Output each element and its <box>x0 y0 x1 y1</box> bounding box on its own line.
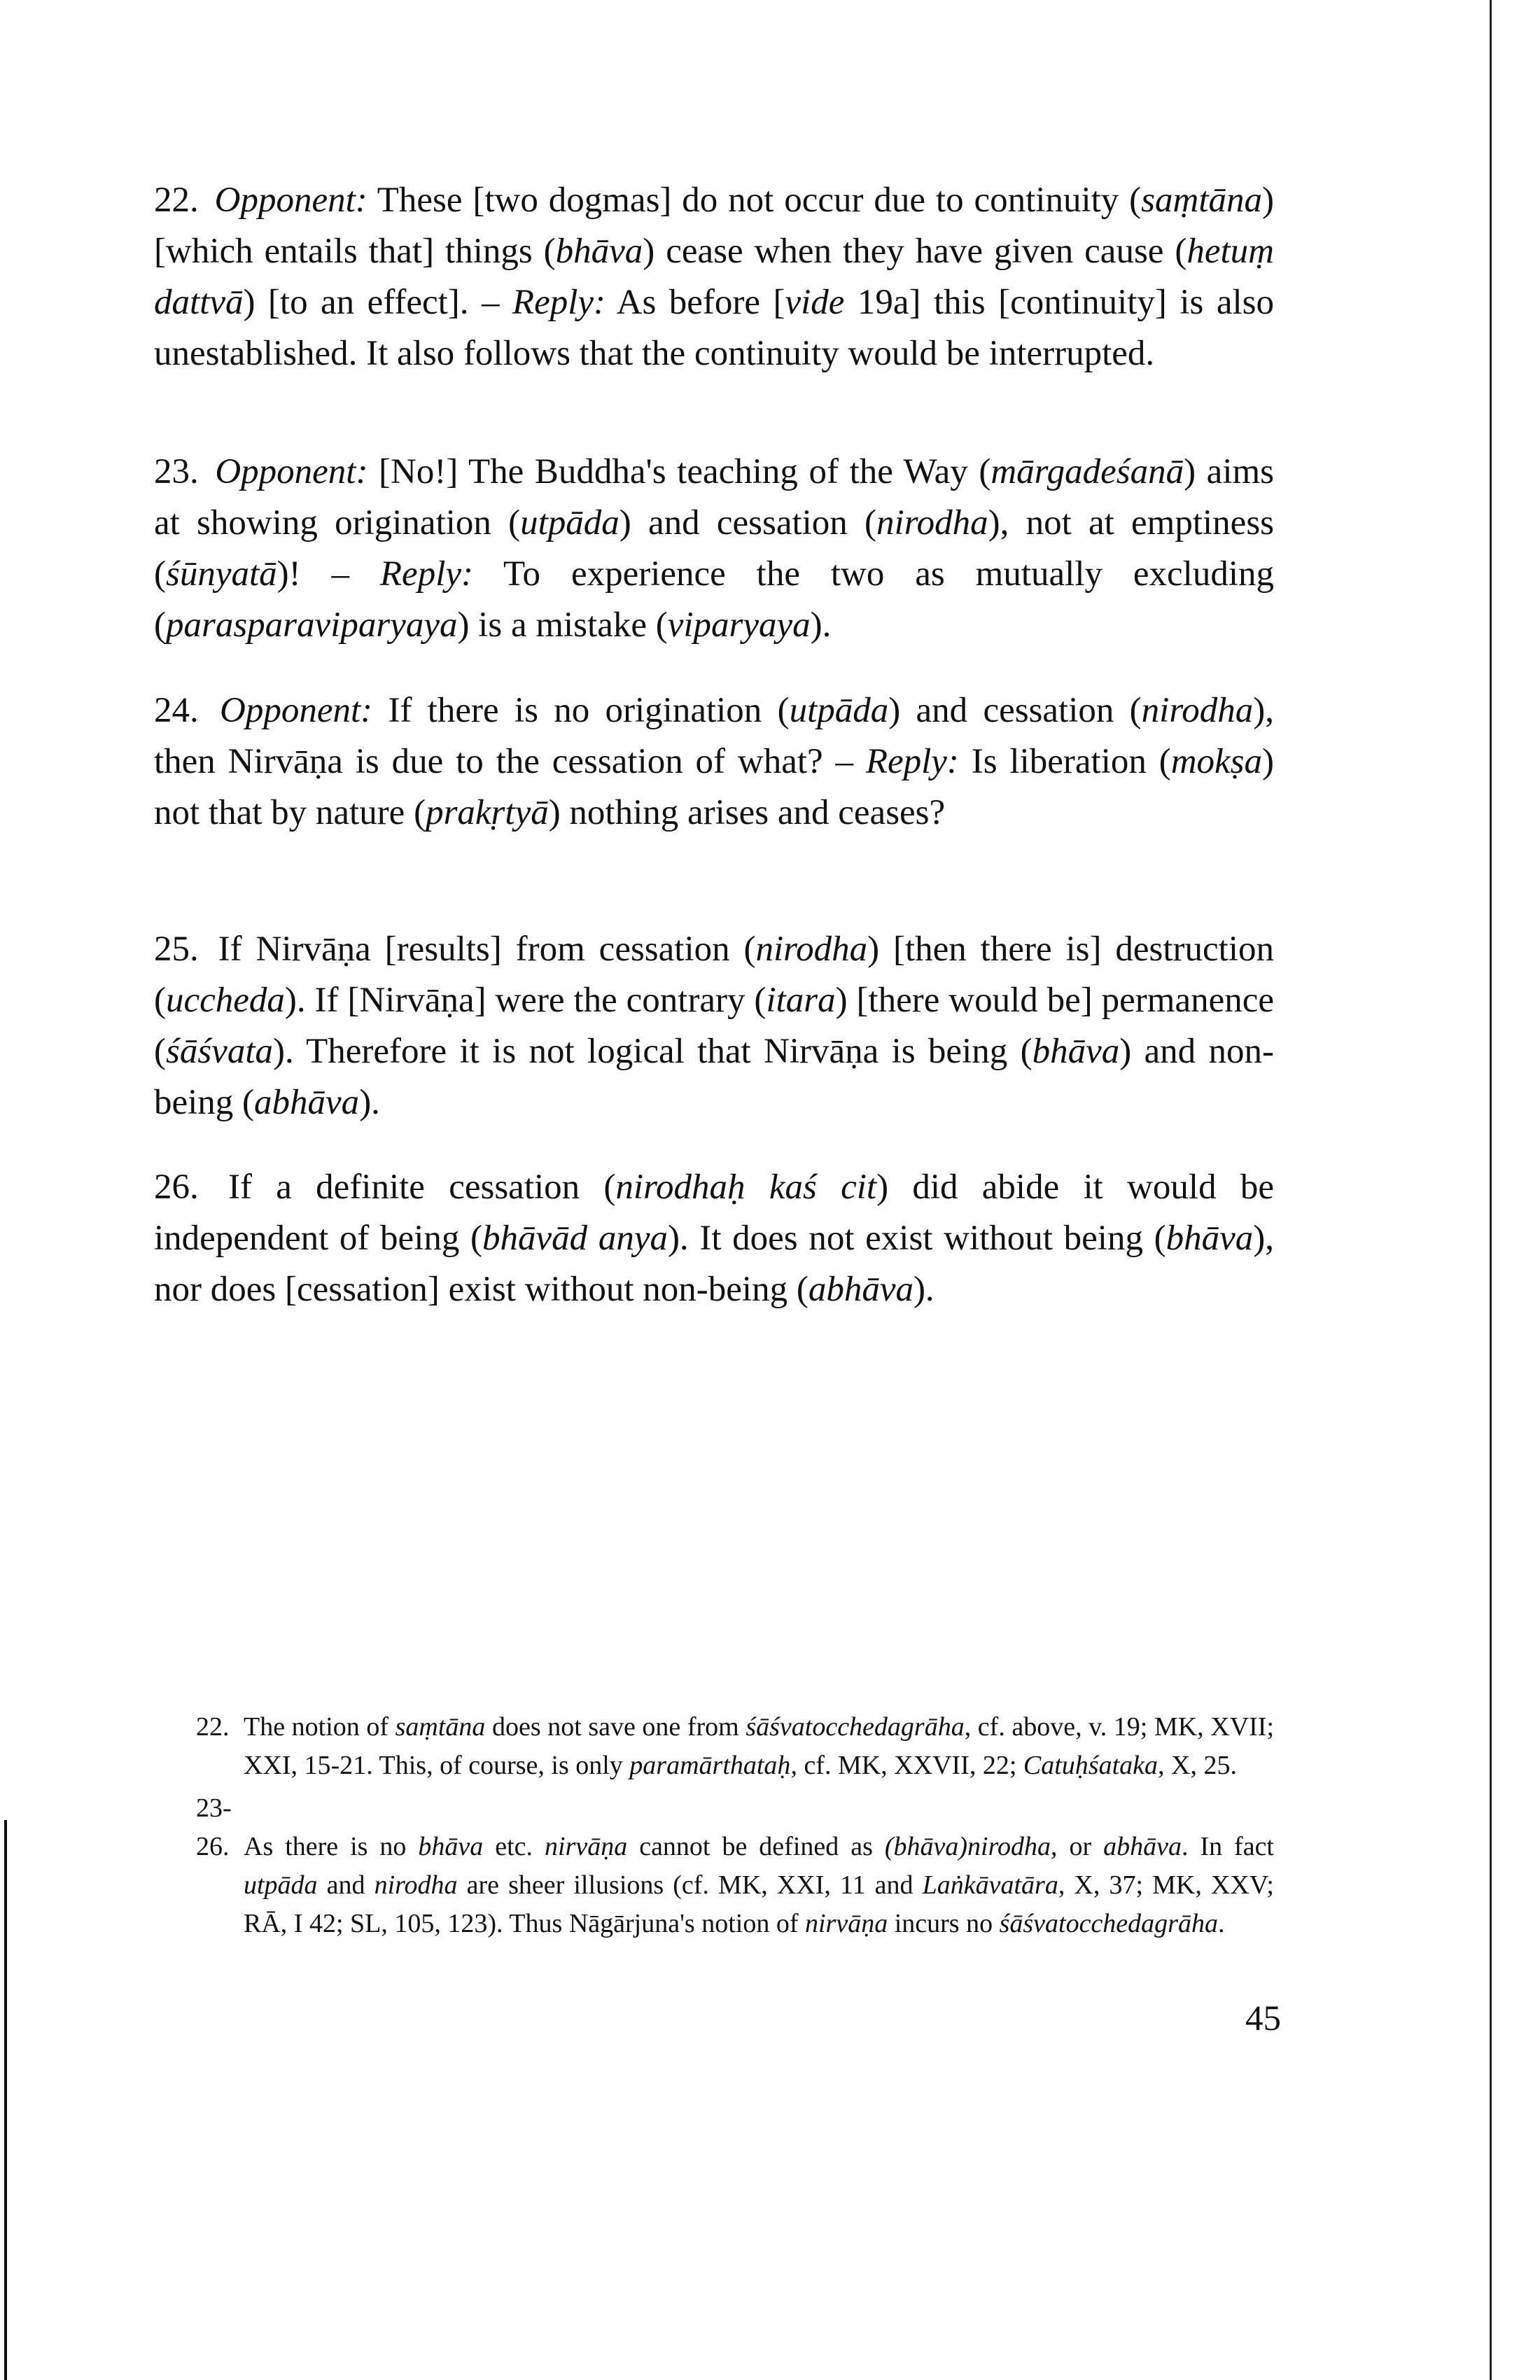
verse-23 <box>154 447 1274 651</box>
text-run: , X, 25. <box>1158 1751 1237 1780</box>
verse-22 <box>154 175 1274 379</box>
scan-edge-line-left <box>4 1820 7 2380</box>
text-run: ) and cessation ( <box>888 691 1142 730</box>
footnote-number: 23-26. <box>196 1793 232 1861</box>
text-run: ) [there would be] permanence ( <box>154 981 1274 1071</box>
italic-term: parasparaviparyaya <box>165 606 458 645</box>
text-run: To experience the two as mutually excluding ( <box>154 554 1274 645</box>
footnote-23-26 <box>196 1789 1274 1943</box>
italic-term: Reply: <box>512 283 606 322</box>
italic-term: nirvāṇa <box>804 1909 888 1938</box>
italic-term: paramārthataḥ <box>629 1751 791 1780</box>
italic-term: nirodha <box>374 1870 458 1900</box>
text-run: The notion of <box>244 1712 396 1742</box>
italic-term: abhāva <box>808 1270 913 1309</box>
text-run: ) is a mistake ( <box>457 606 668 645</box>
text-run: are sheer illusions (cf. MK, XXI, 11 and <box>457 1870 923 1900</box>
italic-term: bhāva <box>1166 1219 1254 1258</box>
text-run: As there is no <box>244 1832 419 1861</box>
italic-term: abhāva <box>1103 1832 1182 1861</box>
italic-term: Opponent: <box>214 181 368 220</box>
text-run: ) aims at showing origination ( <box>154 452 1275 542</box>
italic-term: śāśvatocchedagrāha <box>746 1712 965 1742</box>
text-run: and <box>317 1870 374 1900</box>
text-run: . <box>1217 1909 1225 1938</box>
italic-term: utpāda <box>789 691 889 730</box>
italic-term: utpāda <box>244 1870 318 1900</box>
verse-number: 23. <box>154 452 199 491</box>
text-run: ). <box>913 1270 934 1309</box>
footnotes <box>196 1708 1274 1947</box>
italic-term: Catuḥśataka <box>1023 1751 1158 1780</box>
text-run: ) [to an effect]. – <box>243 283 512 322</box>
text-run: , or <box>1050 1832 1104 1861</box>
text-run: As before [ <box>606 283 785 322</box>
italic-term: bhāvād anya <box>482 1219 668 1258</box>
italic-term: Reply: <box>379 554 473 594</box>
footnote-number: 22. <box>196 1712 230 1742</box>
text-run: , cf. MK, XXVII, 22; <box>790 1751 1023 1780</box>
text-run: These [two dogmas] do not occur due to continuity ( <box>367 181 1142 220</box>
text-run: ), nor does [cessation] exist without non-being ( <box>154 1219 1274 1309</box>
italic-term: śāśvata <box>165 1032 273 1071</box>
italic-term: nirvāṇa <box>545 1832 628 1861</box>
italic-term: Laṅkāvatāra <box>922 1870 1058 1900</box>
text-run: incurs no <box>888 1909 1000 1938</box>
text-run: ) did abide it would be independent of being ( <box>154 1168 1274 1258</box>
italic-term: nirodhaḥ kaś cit <box>615 1168 877 1207</box>
text-run: 19a] this [continuity] is also unestablished. It also follows that the continuity would be interrupted. <box>154 283 1274 373</box>
text-run: ). If [Nirvāṇa] were the contrary ( <box>284 981 766 1020</box>
italic-term: śāśvatocchedagrāha <box>999 1909 1218 1938</box>
text-run: ) and cessation ( <box>619 503 877 542</box>
italic-term: Opponent: <box>220 691 373 730</box>
page-number: 45 <box>1245 1999 1281 2038</box>
italic-term: Opponent: <box>215 452 368 491</box>
italic-term: (bhāva)nirodha <box>884 1832 1051 1861</box>
italic-term: mārgadeśanā <box>990 452 1184 491</box>
text-run: cannot be defined as <box>627 1832 885 1861</box>
italic-term: itara <box>766 981 836 1020</box>
text-run: etc. <box>483 1832 545 1861</box>
italic-term: bhāva <box>1032 1032 1120 1071</box>
text-run: ). <box>359 1083 380 1122</box>
text-run: ). <box>810 606 832 645</box>
italic-term: hetuṃ dattvā <box>154 232 1274 322</box>
text-run: ) not that by nature ( <box>154 742 1274 832</box>
italic-term: prakṛtyā <box>426 793 549 832</box>
italic-term: mokṣa <box>1170 742 1263 781</box>
text-run: ) nothing arises and ceases? <box>548 793 946 832</box>
verse-number: 25. <box>154 930 199 969</box>
italic-term: nirodha <box>755 930 868 969</box>
verse-number: 22. <box>154 181 199 220</box>
text-run: , X, 37; MK, XXV; RĀ, I 42; SL, 105, 123). Thus Nāgārjuna's notion of <box>244 1870 1274 1938</box>
text-run: ) [then there is] destruction ( <box>154 930 1274 1020</box>
footnote-22 <box>196 1708 1274 1785</box>
text-run: ) and non-being ( <box>154 1032 1274 1122</box>
text-run: If Nirvāṇa [results] from cessation ( <box>218 930 756 969</box>
text-run: , cf. above, v. 19; MK, XVII; XXI, 15-21. This, of course, is only <box>244 1712 1275 1780</box>
italic-term: uccheda <box>165 981 285 1020</box>
italic-term: utpāda <box>520 503 620 542</box>
verse-26 <box>154 1162 1274 1315</box>
text-run: [No!] The Buddha's teaching of the Way ( <box>368 452 991 491</box>
text-run: ) cease when they have given cause ( <box>643 232 1187 271</box>
verse-24 <box>154 685 1274 839</box>
italic-term: śūnyatā <box>165 554 277 594</box>
italic-term: Reply: <box>865 742 959 781</box>
italic-term: abhāva <box>254 1083 360 1122</box>
italic-term: vide <box>785 283 845 322</box>
italic-term: viparyaya <box>667 606 811 645</box>
text-run: ). Therefore it is not logical that Nirvāṇa is being ( <box>272 1032 1032 1071</box>
text-run: ), not at emptiness ( <box>154 503 1275 594</box>
italic-term: nirodha <box>876 503 988 542</box>
verse-25 <box>154 924 1274 1128</box>
text-run: If a definite cessation ( <box>228 1168 616 1207</box>
italic-term: nirodha <box>1141 691 1254 730</box>
text-run: Is liberation ( <box>958 742 1171 781</box>
scan-edge-line <box>1490 0 1492 2380</box>
text-run: )! – <box>276 554 380 594</box>
verse-number: 26. <box>154 1168 199 1207</box>
italic-term: saṃtāna <box>1141 181 1263 220</box>
text-run: . In fact <box>1181 1832 1274 1861</box>
text-run: If there is no origination ( <box>372 691 790 730</box>
italic-term: saṃtāna <box>395 1712 486 1742</box>
text-run: ). It does not exist without being ( <box>667 1219 1166 1258</box>
text-run: does not save one from <box>485 1712 746 1742</box>
italic-term: bhāva <box>555 232 643 271</box>
text-run: ), then Nirvāṇa is due to the cessation of what? – <box>154 691 1275 781</box>
verse-number: 24. <box>154 691 199 730</box>
italic-term: bhāva <box>418 1832 484 1861</box>
text-run: ) [which entails that] things ( <box>154 181 1275 271</box>
